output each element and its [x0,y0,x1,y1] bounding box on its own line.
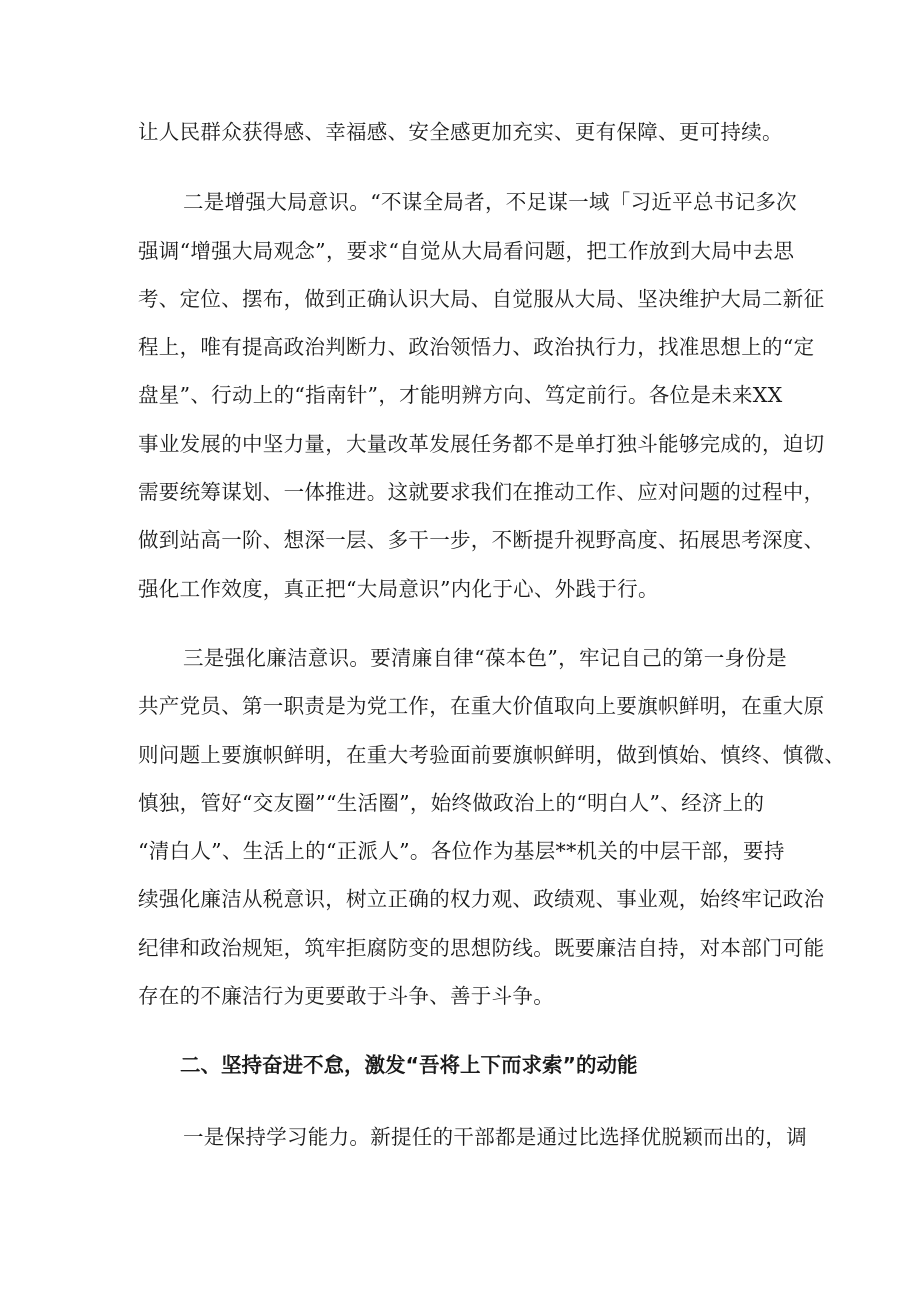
paragraph-line: 纪律和政治规矩，筑牢拒腐防变的思想防线。既要廉洁自持，对本部门可能 [138,936,825,960]
paragraph-line: 需要统筹谋划、一体推进。这就要求我们在推动工作、应对问题的过程中， [138,480,825,504]
paragraph-line: 续强化廉洁从税意识，树立正确的权力观、政绩观、事业观，始终牢记政治 [138,887,825,911]
paragraph-line: 考、定位、摆布，做到正确认识大局、自觉服从大局、坚决维护大局二新征 [138,287,825,311]
paragraph-line: 做到站高一阶、想深一层、多干一步，不断提升视野高度、拓展思考深度、 [138,528,825,552]
paragraph-line: 一是保持学习能力。新提任的干部都是通过比选择优脱颖而出的，调 [183,1125,807,1149]
paragraph-line: 慎独，管好“交友圈”“生活圈”，始终做政治上的“明白人”、经济上的 [138,791,765,815]
paragraph-line: 强调“增强大局观念”，要求“自觉从大局看问题，把工作放到大局中去思 [138,239,795,263]
paragraph-line: 让人民群众获得感、幸福感、安全感更加充实、更有保障、更可持续。 [138,120,783,144]
paragraph-line: 三是强化廉洁意识。要清廉自律“葆本色”，牢记自己的第一身份是 [183,646,787,670]
paragraph-line: 事业发展的中坚力量，大量改革发展任务都不是单打独斗能够完成的，迫切 [138,432,825,456]
section-heading: 二、坚持奋进不怠，激发“吾将上下而求索”的动能 [180,1053,638,1077]
paragraph-line: 二是增强大局意识。“不谋全局者，不足谋一域「习近平总书记多次 [183,190,797,214]
paragraph-line: 程上，唯有提高政治判断力、政治领悟力、政治执行力，找准思想上的“定 [138,335,815,359]
paragraph-line: 存在的不廉洁行为更要敢于斗争、善于斗争。 [138,984,554,1008]
paragraph-line: 强化工作效度，真正把“大局意识”内化于心、外践于行。 [138,577,659,601]
paragraph-line: “清白人”、生活上的“正派人”。各位作为基层**机关的中层干部，要持 [138,839,785,863]
paragraph-line: 共产党员、第一职责是为党工作，在重大价值取向上要旗帜鲜明，在重大原 [138,694,825,718]
paragraph-line: 则问题上要旗帜鲜明，在重大考验面前要旗帜鲜明，做到慎始、慎终、慎微、 [138,743,846,767]
paragraph-line: 盘星”、行动上的“指南针”，才能明辨方向、笃定前行。各位是未来XX [138,383,783,407]
